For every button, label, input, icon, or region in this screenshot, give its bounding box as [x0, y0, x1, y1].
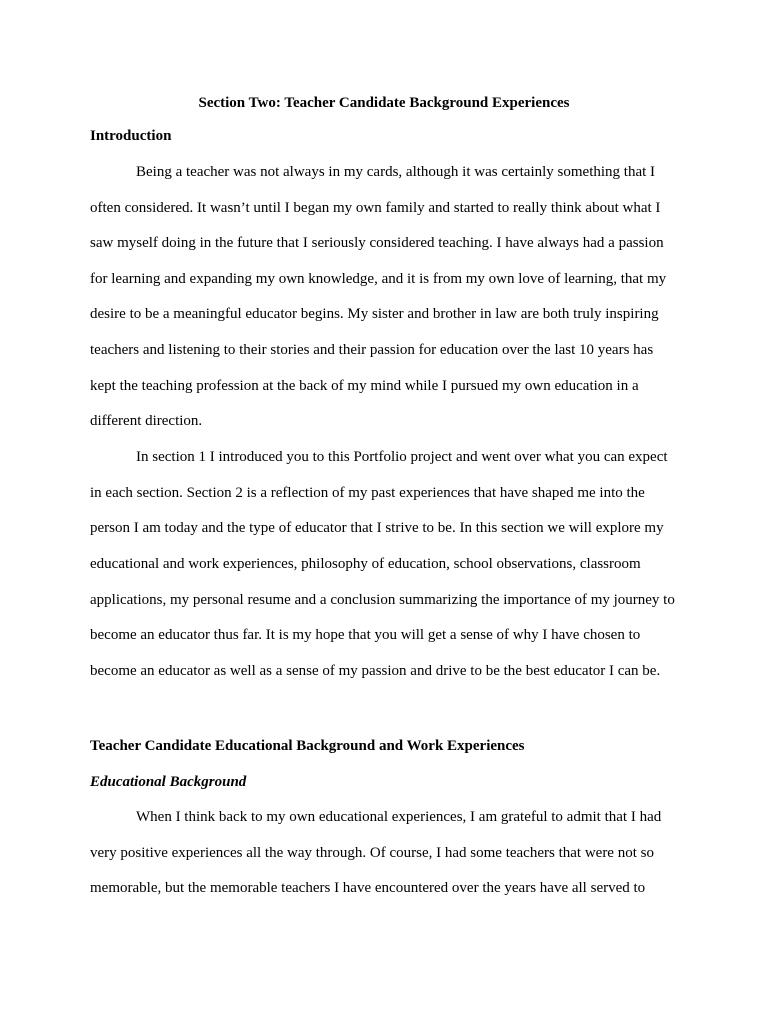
document-title: Section Two: Teacher Candidate Background Experiences — [198, 95, 570, 111]
paragraph-line: become an educator thus far. It is my hope that you will get a sense of why I have chosen to — [90, 627, 641, 643]
paragraph-line: teachers and listening to their stories and their passion for education over the last 10 years has — [90, 342, 654, 358]
paragraph-line: educational and work experiences, philosophy of education, school observations, classroom — [90, 556, 641, 572]
paragraph-line: memorable, but the memorable teachers I have encountered over the years have all served to — [90, 880, 646, 896]
paragraph-line: person I am today and the type of educator that I strive to be. In this section we will explore my — [90, 520, 664, 536]
paragraph-line: different direction. — [90, 413, 203, 429]
paragraph-line: saw myself doing in the future that I seriously considered teaching. I have always had a passion — [90, 235, 664, 251]
paragraph-line: become an educator as well as a sense of my passion and drive to be the best educator I can be. — [90, 663, 661, 679]
subsection-heading: Educational Background — [90, 774, 247, 790]
paragraph-line: applications, my personal resume and a conclusion summarizing the importance of my journey to — [90, 592, 675, 608]
paragraph-line: In section 1 I introduced you to this Portfolio project and went over what you can expect — [136, 449, 668, 465]
paragraph-line: desire to be a meaningful educator begins. My sister and brother in law are both truly inspiring — [90, 306, 659, 322]
paragraph-line: kept the teaching profession at the back of my mind while I pursued my own education in a — [90, 378, 639, 394]
section-heading: Teacher Candidate Educational Background and Work Experiences — [90, 738, 525, 754]
introduction-heading: Introduction — [90, 128, 172, 144]
paragraph-line: often considered. It wasn’t until I began my own family and started to really think about what I — [90, 200, 661, 216]
paragraph-line: for learning and expanding my own knowledge, and it is from my own love of learning, that my — [90, 271, 667, 287]
paragraph-line: very positive experiences all the way through. Of course, I had some teachers that were not so — [90, 845, 654, 861]
paragraph-line: When I think back to my own educational experiences, I am grateful to admit that I had — [136, 809, 662, 825]
paragraph-line: Being a teacher was not always in my cards, although it was certainly something that I — [136, 164, 656, 180]
paragraph-line: in each section. Section 2 is a reflection of my past experiences that have shaped me into the — [90, 485, 645, 501]
